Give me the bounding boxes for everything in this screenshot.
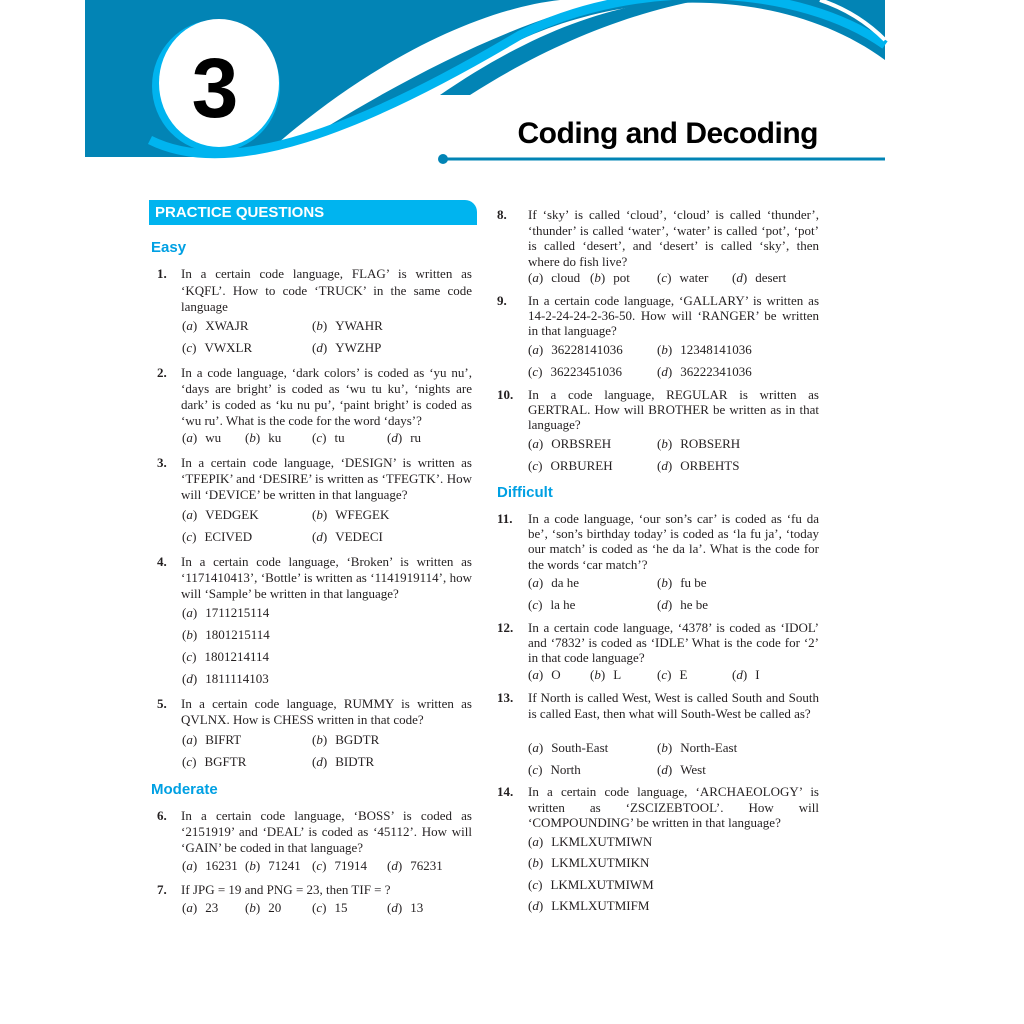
answer-option: [312, 318, 383, 334]
answer-option: [528, 762, 581, 778]
answer-option: [182, 529, 252, 545]
option-text: da he: [551, 575, 579, 590]
option-letter: ( a ): [182, 430, 197, 445]
option-text: desert: [755, 270, 787, 285]
question-number: 10.: [497, 387, 514, 402]
option-letter: ( d ): [657, 364, 672, 379]
option-text: YWZHP: [335, 340, 382, 355]
option-text: fu be: [680, 575, 707, 590]
option-letter: ( c ): [312, 900, 326, 915]
question-number: 11.: [497, 511, 513, 526]
option-letter: ( b ): [312, 507, 327, 522]
answer-option: [387, 858, 443, 874]
answer-option: [312, 430, 345, 446]
question-text: In a certain code language, ‘DESIGN’ is written as ‘TFEPIK’ and ‘DESIRE’ is written as ‘TFEGTK’. How will ‘DEVICE’ be written in that language?: [181, 455, 472, 502]
option-letter: ( d ): [528, 898, 543, 913]
question-number: 9.: [497, 293, 507, 308]
option-letter: ( c ): [182, 649, 196, 664]
option-text: BGDTR: [335, 732, 380, 747]
option-text: 71241: [268, 858, 301, 873]
option-letter: ( b ): [590, 270, 605, 285]
option-text: BIDTR: [335, 754, 375, 769]
option-letter: ( b ): [245, 900, 260, 915]
option-letter: ( d ): [387, 858, 402, 873]
answer-option: [528, 270, 580, 286]
answer-option: [732, 270, 786, 286]
question-number: 3.: [157, 455, 167, 470]
answer-option: [657, 436, 740, 452]
answer-option: [182, 900, 218, 916]
answer-option: [528, 597, 575, 613]
answer-option: [182, 507, 259, 523]
question-text: In a certain code language, FLAG’ is written as ‘KQFL’. How to code ‘TRUCK’ in the same code language: [181, 266, 472, 314]
question-number: 2.: [157, 365, 167, 380]
option-letter: ( b ): [657, 575, 672, 590]
question-text: If North is called West, West is called South and South is called East, then what will South-West be called as?: [528, 690, 819, 721]
answer-option: [312, 507, 389, 523]
option-letter: ( b ): [657, 740, 672, 755]
question-text: In a code language, REGULAR is written as GERTRAL. How will BROTHER be written as in that language?: [528, 387, 819, 433]
option-text: 12348141036: [680, 342, 752, 357]
option-text: LKMLXUTMIWM: [550, 877, 654, 892]
answer-option: [182, 430, 221, 446]
option-text: 13: [410, 900, 424, 915]
answer-option: [657, 458, 739, 474]
option-letter: ( c ): [528, 458, 542, 473]
answer-option: [312, 732, 379, 748]
option-letter: ( a ): [528, 834, 543, 849]
question-text: In a code language, ‘dark colors’ is coded as ‘yu nu’, ‘days are bright’ is coded as ‘wu tu ku’, ‘nights are dark’ is coded as ‘ku nu pu’, ‘paint bright’ is coded as ‘wu ru’. What is the code for the word ‘days’?: [181, 365, 472, 428]
option-letter: ( b ): [312, 732, 327, 747]
option-text: I: [755, 667, 760, 682]
answer-option: [657, 667, 687, 683]
answer-option: [182, 732, 241, 748]
option-text: 76231: [410, 858, 443, 873]
practice-questions-banner: [149, 200, 477, 225]
option-letter: ( a ): [528, 667, 543, 682]
option-text: YWAHR: [335, 318, 383, 333]
option-text: LKMLXUTMIWN: [551, 834, 653, 849]
question-number: 6.: [157, 808, 167, 823]
answer-option: [245, 858, 301, 874]
option-text: 36223451036: [550, 364, 622, 379]
option-text: pot: [613, 270, 630, 285]
option-text: VEDGEK: [205, 507, 259, 522]
option-letter: ( d ): [387, 430, 402, 445]
option-letter: ( d ): [732, 667, 747, 682]
option-text: wu: [205, 430, 222, 445]
option-letter: ( c ): [182, 754, 196, 769]
chapter-header-banner: [0, 0, 1024, 175]
option-letter: ( c ): [657, 270, 671, 285]
option-letter: ( a ): [528, 740, 543, 755]
option-text: 23: [205, 900, 219, 915]
option-letter: ( a ): [182, 318, 197, 333]
option-text: tu: [334, 430, 345, 445]
option-letter: ( c ): [528, 364, 542, 379]
answer-option: [245, 430, 281, 446]
option-letter: ( c ): [182, 529, 196, 544]
option-text: XWAJR: [205, 318, 249, 333]
option-letter: ( d ): [657, 762, 672, 777]
chapter-title: Coding and Decoding: [517, 117, 818, 150]
option-letter: ( d ): [312, 340, 327, 355]
question-text: In a certain code language, ‘ARCHAEOLOGY’ is written as ‘ZSCIZEBTOOL’. How will ‘COMPOUNDING’ be written in that language?: [528, 784, 819, 830]
answer-option: [312, 900, 347, 916]
answer-option: [182, 627, 270, 643]
option-letter: ( a ): [182, 732, 197, 747]
option-text: West: [680, 762, 706, 777]
option-letter: ( d ): [732, 270, 747, 285]
answer-option: [528, 877, 654, 893]
option-letter: ( d ): [182, 671, 197, 686]
option-letter: ( c ): [528, 762, 542, 777]
answer-option: [312, 858, 367, 874]
answer-option: [657, 740, 737, 756]
option-letter: ( c ): [312, 430, 326, 445]
option-text: 20: [268, 900, 282, 915]
option-letter: ( c ): [182, 340, 196, 355]
option-letter: ( c ): [312, 858, 326, 873]
answer-option: [387, 900, 423, 916]
option-letter: ( d ): [657, 597, 672, 612]
question-text: In a certain code language, ‘Broken’ is written as ‘1171410413’, ‘Bottle’ is written as ‘1141919114’, how will ‘Sample’ be written in that language?: [181, 554, 472, 601]
option-text: L: [613, 667, 622, 682]
section-difficult: Difficult: [497, 484, 553, 501]
option-text: 15: [334, 900, 348, 915]
question-text: If JPG = 19 and PNG = 23, then TIF = ?: [181, 882, 391, 897]
option-text: 71914: [334, 858, 367, 873]
option-letter: ( b ): [312, 318, 327, 333]
option-text: North-East: [680, 740, 738, 755]
option-text: VWXLR: [204, 340, 253, 355]
option-text: LKMLXUTMIKN: [551, 855, 650, 870]
question-text: In a certain code language, ‘GALLARY’ is written as 14-2-24-24-2-36-50. How will ‘RANGER’ be written in that language?: [528, 293, 819, 339]
option-text: BIFRT: [205, 732, 242, 747]
option-letter: ( d ): [657, 458, 672, 473]
option-text: 16231: [205, 858, 238, 873]
option-letter: ( b ): [245, 430, 260, 445]
option-letter: ( a ): [528, 436, 543, 451]
answer-option: [528, 458, 613, 474]
answer-option: [590, 667, 621, 683]
option-letter: ( b ): [590, 667, 605, 682]
question-text: In a certain code language, RUMMY is written as QVLNX. How is CHESS written in that code?: [181, 696, 472, 727]
answer-option: [657, 270, 708, 286]
option-letter: ( a ): [182, 605, 197, 620]
option-letter: ( d ): [312, 529, 327, 544]
chapter-number: 3: [191, 41, 239, 135]
option-text: 1811114103: [205, 671, 269, 686]
option-letter: ( b ): [657, 342, 672, 357]
question-number: 4.: [157, 554, 167, 569]
answer-option: [657, 575, 707, 591]
option-text: ROBSERH: [680, 436, 741, 451]
option-text: ku: [268, 430, 282, 445]
section-moderate: Moderate: [151, 781, 218, 798]
option-letter: ( b ): [528, 855, 543, 870]
question-text: In a certain code language, ‘BOSS’ is coded as ‘2151919’ and ‘DEAL’ is coded as ‘45112’. How will ‘GAIN’ be coded in that language?: [181, 808, 472, 855]
answer-option: [528, 740, 608, 756]
answer-option: [657, 597, 708, 613]
answer-option: [182, 605, 269, 621]
practice-questions-label: PRACTICE QUESTIONS: [155, 204, 325, 221]
option-letter: ( b ): [245, 858, 260, 873]
option-letter: ( d ): [387, 900, 402, 915]
answer-option: [528, 342, 623, 358]
answer-option: [387, 430, 421, 446]
option-text: North: [550, 762, 581, 777]
answer-option: [657, 364, 752, 380]
option-letter: ( a ): [528, 270, 543, 285]
option-text: ORBSREH: [551, 436, 612, 451]
answer-option: [182, 671, 269, 687]
option-text: ECIVED: [204, 529, 253, 544]
answer-option: [732, 667, 760, 683]
option-letter: ( c ): [528, 877, 542, 892]
option-letter: ( a ): [528, 575, 543, 590]
question-text: In a certain code language, ‘4378’ is coded as ‘IDOL’ and ‘7832’ is coded as ‘IDLE’ What is the code for ‘2’ in that code language?: [528, 620, 819, 666]
question-number: 14.: [497, 784, 514, 799]
answer-option: [528, 667, 561, 683]
option-text: 1801214114: [204, 649, 269, 664]
option-letter: ( a ): [182, 507, 197, 522]
option-text: VEDECI: [335, 529, 383, 544]
question-text: In a code language, ‘our son’s car’ is coded as ‘fu da be’, ‘son’s birthday today’ is coded as ‘la fu ja’, ‘today our match’ is coded as ‘he da la’. What is the code for the words ‘car match’?: [528, 511, 819, 572]
answer-option: [657, 342, 752, 358]
section-easy: Easy: [151, 239, 187, 256]
option-text: ORBEHTS: [680, 458, 740, 473]
answer-option: [312, 529, 383, 545]
option-letter: ( a ): [528, 342, 543, 357]
option-text: 1801215114: [205, 627, 270, 642]
answer-option: [528, 364, 622, 380]
option-text: he be: [680, 597, 708, 612]
question-number: 8.: [497, 207, 507, 222]
option-text: LKMLXUTMIFM: [551, 898, 650, 913]
option-text: E: [679, 667, 688, 682]
option-text: WFEGEK: [335, 507, 390, 522]
question-number: 12.: [497, 620, 514, 635]
question-number: 13.: [497, 690, 514, 705]
answer-option: [182, 754, 246, 770]
answer-option: [528, 898, 649, 914]
option-text: O: [551, 667, 561, 682]
option-letter: ( a ): [182, 858, 197, 873]
question-number: 7.: [157, 882, 167, 897]
option-text: 36228141036: [551, 342, 623, 357]
answer-option: [182, 649, 269, 665]
option-letter: ( d ): [312, 754, 327, 769]
answer-option: [528, 834, 652, 850]
option-text: la he: [550, 597, 576, 612]
option-text: BGFTR: [204, 754, 247, 769]
option-letter: ( c ): [657, 667, 671, 682]
answer-option: [182, 318, 249, 334]
option-letter: ( a ): [182, 900, 197, 915]
option-text: ORBUREH: [550, 458, 613, 473]
answer-option: [182, 340, 252, 356]
option-text: 1711215114: [205, 605, 270, 620]
option-letter: ( b ): [657, 436, 672, 451]
question-number: 5.: [157, 696, 167, 711]
answer-option: [312, 340, 381, 356]
answer-option: [245, 900, 281, 916]
option-text: ru: [410, 430, 422, 445]
option-letter: ( c ): [528, 597, 542, 612]
answer-option: [528, 436, 611, 452]
option-text: water: [679, 270, 709, 285]
option-text: South-East: [551, 740, 609, 755]
answer-option: [528, 855, 649, 871]
answer-option: [528, 575, 579, 591]
option-letter: ( b ): [182, 627, 197, 642]
question-number: 1.: [157, 266, 167, 281]
answer-option: [312, 754, 374, 770]
option-text: 36222341036: [680, 364, 752, 379]
question-text: If ‘sky’ is called ‘cloud’, ‘cloud’ is called ‘thunder’, ‘thunder’ is called ‘water’, ‘water’ is called ‘pot’, ‘pot’ is called ‘desert’, and ‘desert’ is called ‘sky’, then where do fish live?: [528, 207, 819, 269]
answer-option: [657, 762, 706, 778]
answer-option: [590, 270, 630, 286]
option-text: cloud: [551, 270, 581, 285]
answer-option: [182, 858, 238, 874]
